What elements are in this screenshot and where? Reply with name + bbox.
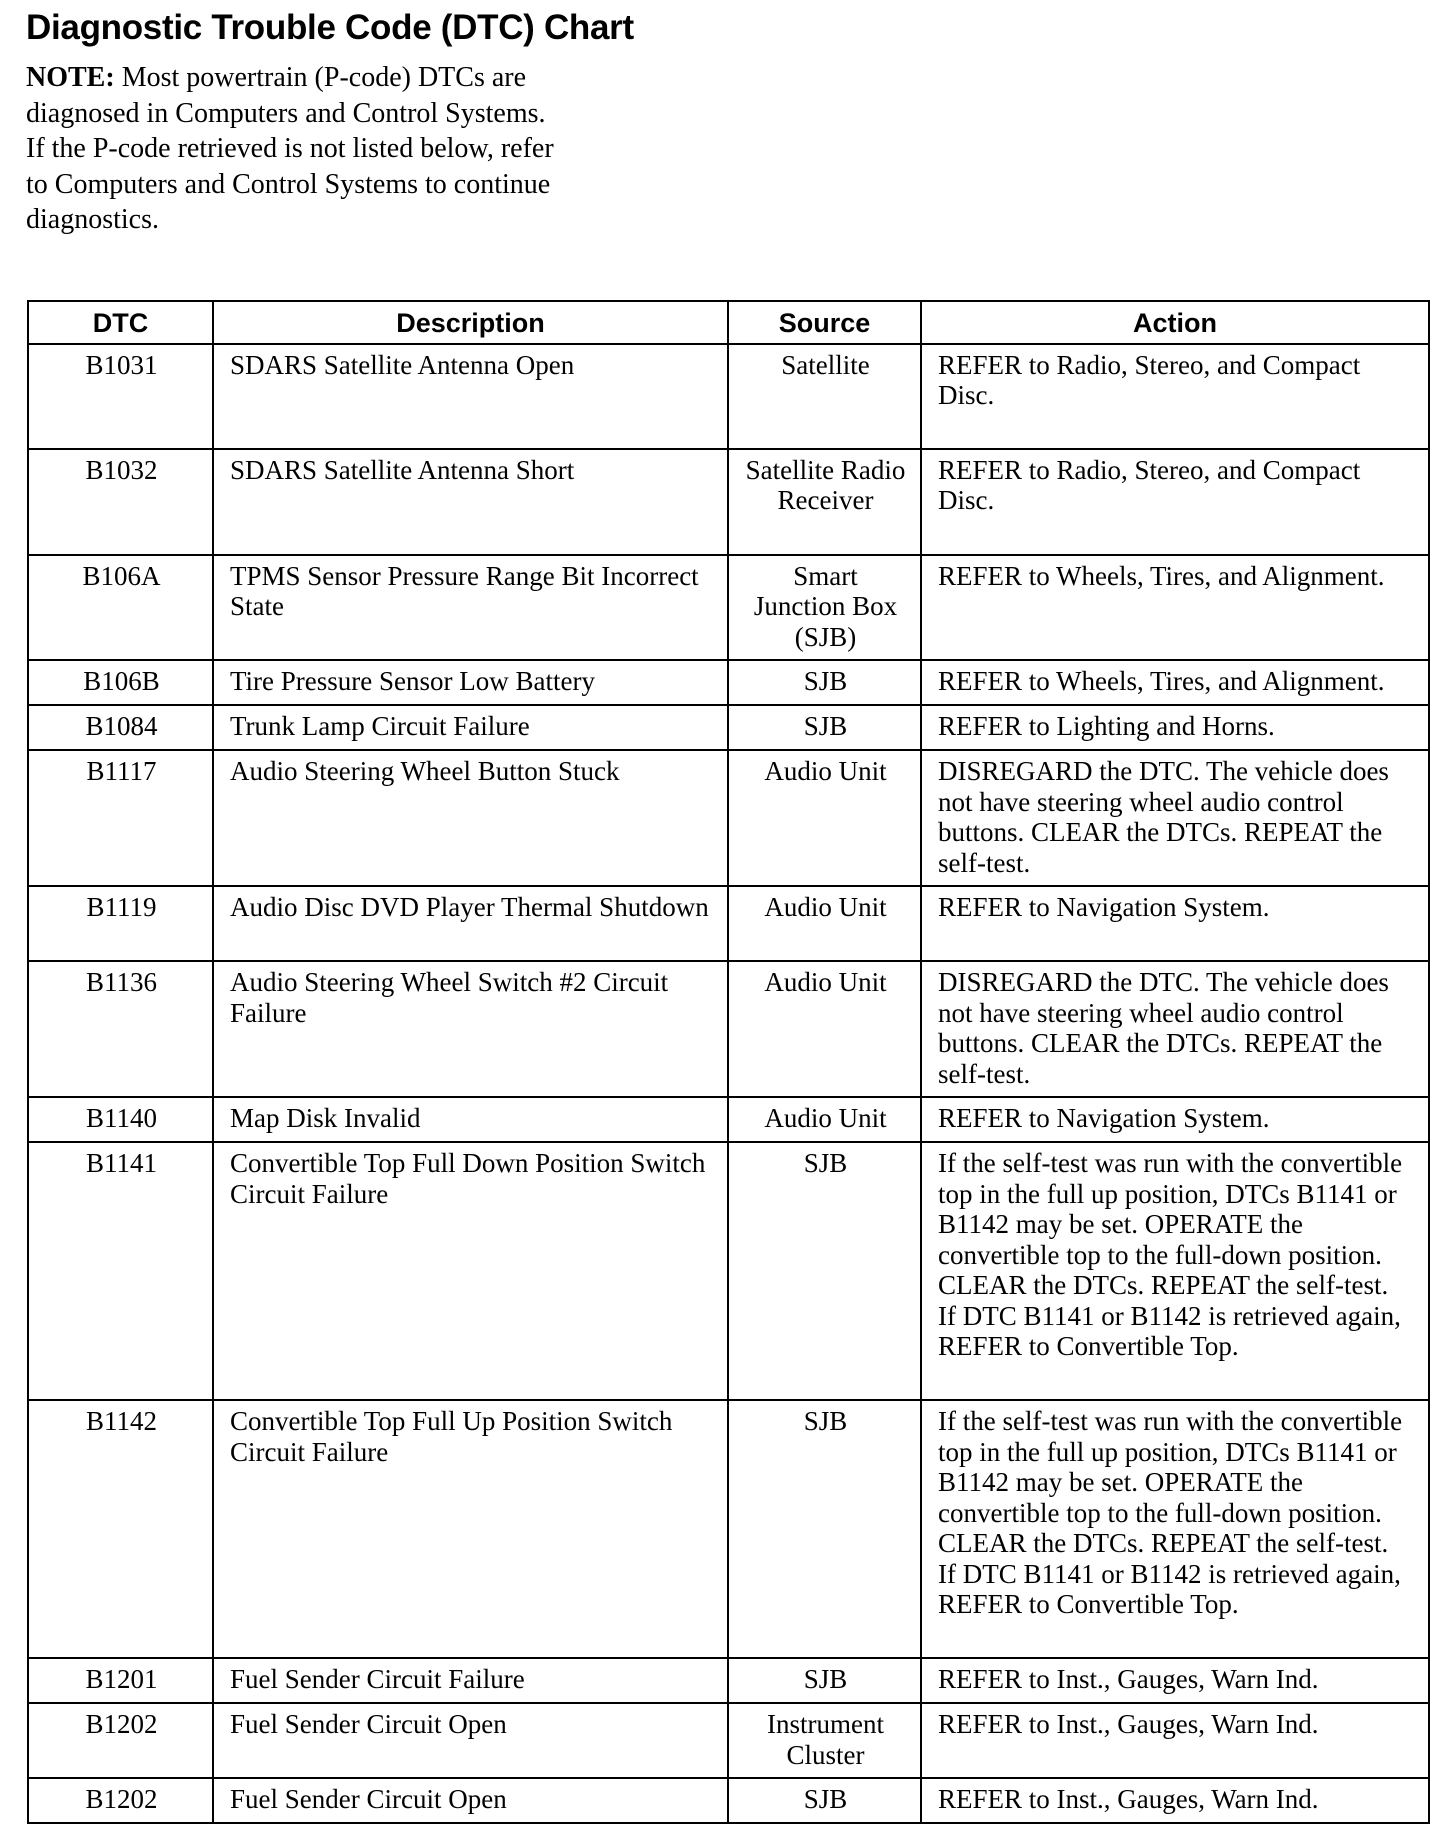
action-text: REFER to Radio, Stereo, and Compact Disc. <box>938 349 1361 410</box>
note-line: diagnostics. <box>26 204 159 235</box>
action-cell <box>921 886 1429 961</box>
header-source: Source <box>728 301 921 344</box>
description-cell: TPMS Sensor Pressure Range Bit Incorrect State <box>213 555 728 661</box>
table-row <box>28 750 1429 886</box>
source-cell: Audio Unit <box>728 1097 921 1142</box>
note-line: to Computers and Control Systems to continue <box>26 168 551 200</box>
action-cell <box>921 1658 1429 1703</box>
description-cell: Fuel Sender Circuit Open <box>213 1778 728 1823</box>
action-cell <box>921 1778 1429 1823</box>
action-text: REFER to Lighting and Horns. <box>938 711 1275 741</box>
table-row <box>28 1703 1429 1778</box>
action-cell <box>921 705 1429 750</box>
source-cell: Instrument Cluster <box>728 1703 921 1778</box>
source-cell: Audio Unit <box>728 961 921 1097</box>
table-body <box>28 344 1429 1824</box>
note-label: NOTE: <box>26 62 115 93</box>
source-cell: SJB <box>728 705 921 750</box>
action-cell <box>921 660 1429 705</box>
note-paragraph <box>26 60 666 238</box>
description-cell: Fuel Sender Circuit Failure <box>213 1658 728 1703</box>
action-cell <box>921 344 1429 449</box>
dtc-code-cell: B1136 <box>28 961 213 1097</box>
description-cell: Convertible Top Full Down Position Switch Circuit Failure <box>213 1142 728 1400</box>
action-cell <box>921 1097 1429 1142</box>
action-text: If the self-test was run with the convertible top in the full up position, DTCs B1141 or B1142 may be set. OPERATE the convertible top to the full-down position. CLEAR the DTCs. REPEAT the self-test. <box>938 1148 1403 1300</box>
action-cell <box>921 1400 1429 1658</box>
page-title: Diagnostic Trouble Code (DTC) Chart <box>26 8 634 47</box>
table-row <box>28 705 1429 750</box>
table-row <box>28 1658 1429 1703</box>
action-cell <box>921 555 1429 661</box>
source-cell: SJB <box>728 1142 921 1400</box>
dtc-code-cell: B1119 <box>28 886 213 961</box>
table-row <box>28 1400 1429 1658</box>
description-cell: Fuel Sender Circuit Open <box>213 1703 728 1778</box>
dtc-table <box>27 300 1430 1824</box>
description-cell: SDARS Satellite Antenna Short <box>213 449 728 555</box>
header-action: Action <box>921 301 1429 344</box>
description-cell: Audio Steering Wheel Button Stuck <box>213 750 728 886</box>
action-text: REFER to Inst., Gauges, Warn Ind. <box>938 1664 1319 1694</box>
dtc-code-cell: B1201 <box>28 1658 213 1703</box>
dtc-code-cell: B106A <box>28 555 213 661</box>
dtc-code-cell: B106B <box>28 660 213 705</box>
table-row <box>28 1097 1429 1142</box>
source-cell: SJB <box>728 660 921 705</box>
table-row <box>28 344 1429 449</box>
action-text: DISREGARD the DTC. The vehicle does not have steering wheel audio control buttons. CLEAR the DTCs. REPEAT the self-test. <box>938 756 1389 878</box>
dtc-code-cell: B1202 <box>28 1703 213 1778</box>
description-cell: Convertible Top Full Up Position Switch Circuit Failure <box>213 1400 728 1658</box>
action-text: If DTC B1141 or B1142 is retrieved again, REFER to Convertible Top. <box>938 1300 1401 1361</box>
action-text: If DTC B1141 or B1142 is retrieved again, REFER to Convertible Top. <box>938 1558 1401 1619</box>
action-text: DISREGARD the DTC. The vehicle does not have steering wheel audio control buttons. CLEAR the DTCs. REPEAT the self-test. <box>938 967 1389 1089</box>
action-text: REFER to Inst., Gauges, Warn Ind. <box>938 1709 1319 1739</box>
table-row <box>28 449 1429 555</box>
description-cell: Tire Pressure Sensor Low Battery <box>213 660 728 705</box>
action-text: REFER to Inst., Gauges, Warn Ind. <box>938 1784 1319 1814</box>
table-row <box>28 886 1429 961</box>
source-cell: SJB <box>728 1658 921 1703</box>
description-cell: SDARS Satellite Antenna Open <box>213 344 728 449</box>
source-cell: SJB <box>728 1400 921 1658</box>
source-cell: Satellite Radio Receiver <box>728 449 921 555</box>
note-line: diagnosed in Computers and Control Systems. <box>26 97 546 129</box>
source-cell: Smart Junction Box (SJB) <box>728 555 921 661</box>
source-cell: Audio Unit <box>728 886 921 961</box>
table-row <box>28 555 1429 661</box>
action-text: REFER to Navigation System. <box>938 892 1270 922</box>
header-description: Description <box>213 301 728 344</box>
table-row <box>28 1142 1429 1400</box>
table-header-row <box>28 301 1429 344</box>
action-text: REFER to Navigation System. <box>938 1103 1270 1133</box>
dtc-code-cell: B1031 <box>28 344 213 449</box>
header-dtc: DTC <box>28 301 213 344</box>
action-cell <box>921 961 1429 1097</box>
action-text: REFER to Wheels, Tires, and Alignment. <box>938 560 1385 591</box>
dtc-code-cell: B1084 <box>28 705 213 750</box>
source-cell: Audio Unit <box>728 750 921 886</box>
source-cell: Satellite <box>728 344 921 449</box>
action-cell <box>921 449 1429 555</box>
note-line: If the P-code retrieved is not listed below, refer <box>26 133 554 164</box>
action-text: REFER to Radio, Stereo, and Compact Disc. <box>938 454 1361 515</box>
dtc-code-cell: B1032 <box>28 449 213 555</box>
action-cell <box>921 1142 1429 1400</box>
dtc-code-cell: B1141 <box>28 1142 213 1400</box>
description-cell: Audio Disc DVD Player Thermal Shutdown <box>213 886 728 961</box>
table-row <box>28 961 1429 1097</box>
action-text: REFER to Wheels, Tires, and Alignment. <box>938 666 1385 696</box>
source-cell: SJB <box>728 1778 921 1823</box>
dtc-code-cell: B1202 <box>28 1778 213 1823</box>
description-cell: Map Disk Invalid <box>213 1097 728 1142</box>
action-cell <box>921 750 1429 886</box>
table-row <box>28 1778 1429 1823</box>
dtc-code-cell: B1117 <box>28 750 213 886</box>
action-cell <box>921 1703 1429 1778</box>
dtc-code-cell: B1140 <box>28 1097 213 1142</box>
note-line: NOTE: Most powertrain (P-code) DTCs are <box>26 62 527 93</box>
description-cell: Trunk Lamp Circuit Failure <box>213 705 728 750</box>
description-cell: Audio Steering Wheel Switch #2 Circuit Failure <box>213 961 728 1097</box>
table-row <box>28 660 1429 705</box>
dtc-code-cell: B1142 <box>28 1400 213 1658</box>
action-text: If the self-test was run with the convertible top in the full up position, DTCs B1141 or B1142 may be set. OPERATE the convertible top to the full-down position. CLEAR the DTCs. REPEAT the self-test. <box>938 1406 1403 1558</box>
